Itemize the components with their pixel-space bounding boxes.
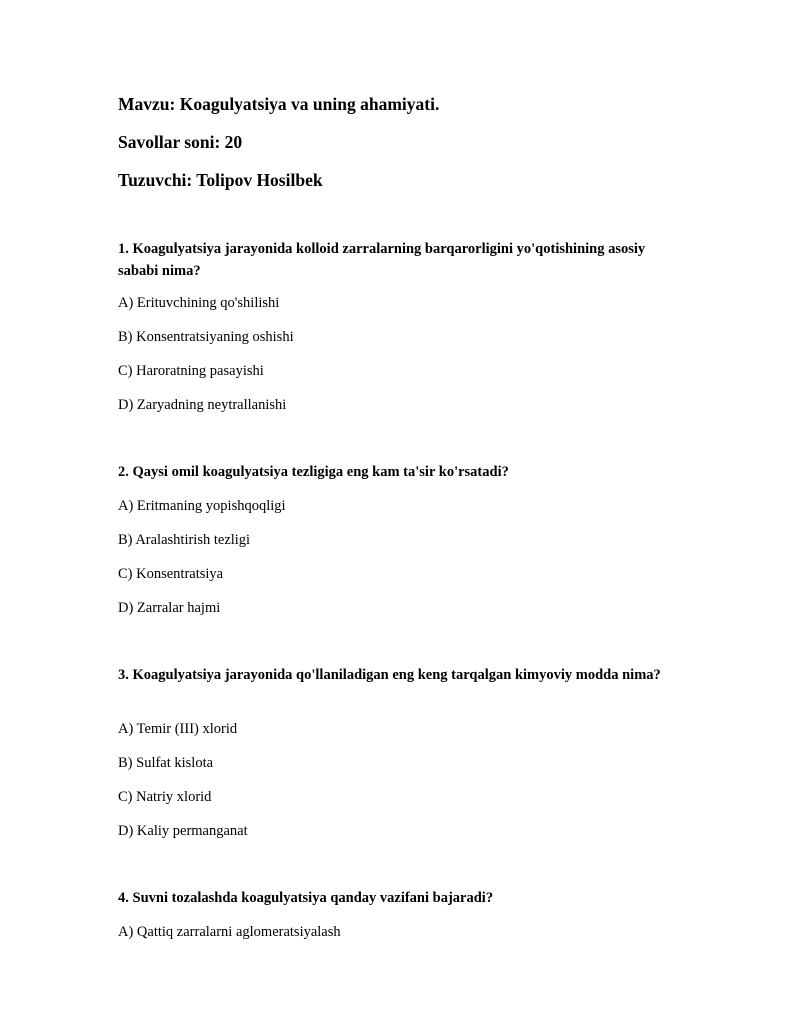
question-text: 3. Koagulyatsiya jarayonida qo'llaniladigan eng keng tarqalgan kimyoviy modda nima? (118, 667, 661, 683)
option-a: A) Eritmaning yopishqoqligi (118, 498, 286, 514)
option-c: C) Natriy xlorid (118, 789, 212, 805)
option-c: C) Haroratning pasayishi (118, 363, 264, 379)
question-1 (118, 238, 678, 413)
option-b: B) Sulfat kislota (118, 755, 214, 771)
option-d: D) Zarralar hajmi (118, 600, 221, 616)
option-a: A) Erituvchining qo'shilishi (118, 295, 280, 311)
author-line: Tuzuvchi: Tolipov Hosilbek (118, 170, 323, 190)
question-2 (118, 461, 678, 616)
option-b: B) Aralashtirish tezligi (118, 532, 251, 548)
topic-heading: Mavzu: Koagulyatsiya va uning ahamiyati. (118, 94, 440, 114)
question-text: 4. Suvni tozalashda koagulyatsiya qanday vazifani bajaradi? (118, 890, 494, 906)
question-text: 1. Koagulyatsiya jarayonida kolloid zarralarning barqarorligini yo'qotishining asosiy sababi nima? (118, 241, 646, 279)
question-4 (118, 887, 678, 940)
question-text: 2. Qaysi omil koagulyatsiya tezligiga eng kam ta'sir ko'rsatadi? (118, 464, 509, 480)
option-a: A) Temir (III) xlorid (118, 721, 238, 737)
option-a: A) Qattiq zarralarni aglomeratsiyalash (118, 924, 341, 940)
option-c: C) Konsentratsiya (118, 566, 224, 582)
question-count: Savollar soni: 20 (118, 132, 243, 152)
option-d: D) Zaryadning neytrallanishi (118, 397, 287, 413)
option-b: B) Konsentratsiyaning oshishi (118, 329, 294, 345)
question-3 (118, 664, 678, 839)
option-d: D) Kaliy permanganat (118, 823, 248, 839)
